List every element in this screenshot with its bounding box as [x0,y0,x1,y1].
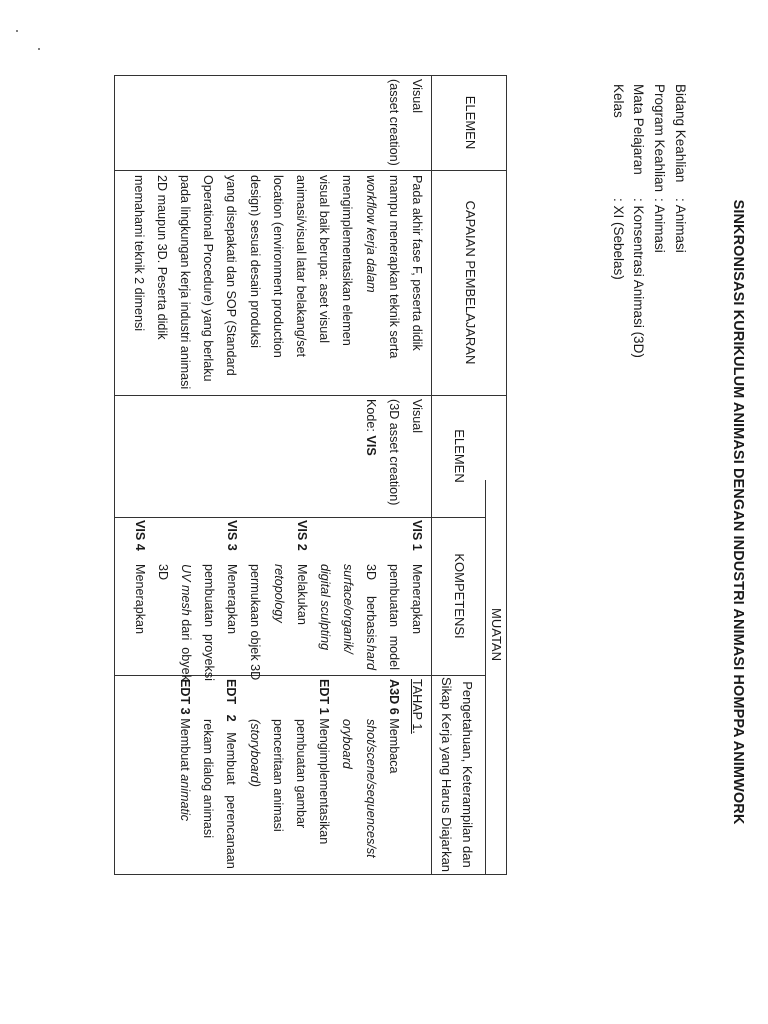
muatan-divider [485,480,486,874]
capaian-line: design) sesuai desain produksi [247,175,262,348]
edt2-line: rekam dialog animasi [201,719,216,838]
col-divider [115,170,507,171]
vis1-text: 3D [364,564,378,581]
edt1-line: penceritaan animasi [270,719,285,832]
info-label: Kelas [611,84,626,118]
vis1-line [359,520,382,674]
muatan-elemen-line: Visual [410,399,424,434]
vis2-line [290,520,313,674]
vis1-line [382,520,405,674]
vis3-text: UV mesh [178,564,193,616]
edt3-text: Membuat [177,714,192,775]
capaian-line: memahami teknik 2 dimensi [131,175,146,332]
header-pengetahuan-line: Sikap Kerja yang Harus Diajarkan [439,676,454,873]
table-border-right [115,874,507,875]
cell-muatan-elemen [358,399,428,505]
vis2-line: permukaan objek 3D [248,564,263,681]
edt3-code: EDT 3 [177,679,192,715]
info-row-bidang [666,84,688,484]
vis1-text: berbasis [364,596,378,644]
cell-capaian [126,175,428,389]
vis3-line: pembuatan proyeksi [202,564,217,681]
header-pengetahuan [436,675,478,874]
info-row-mapel [624,84,646,484]
header-pengetahuan-line: Pengetahuan, Keterampilan dan [460,681,475,868]
info-row-program [645,84,667,484]
info-value: : Konsentrasi Animasi (3D) [631,198,646,358]
header-muatan-elemen: ELEMEN [452,429,467,483]
col-divider [115,395,507,396]
info-label: Bidang Keahlian [673,84,688,183]
capaian-line: Pada akhir fase F, peserta didik [410,175,424,351]
muatan-elemen-line: (3D asset creation) [386,399,401,506]
cell-elemen [382,79,428,166]
scan-speck [16,30,18,32]
info-block [598,84,688,484]
info-label: Program Keahlian [652,84,667,193]
elemen-line: (asset creation) [386,79,401,166]
cell-pengetahuan [173,679,428,871]
info-label: Mata Pelajaran [631,84,646,175]
vis2-line: retopology [271,564,286,623]
capaian-line: 2D maupun 3D. Peserta didik [154,175,169,340]
vis3-text: dari obyek [178,615,193,681]
edt1-text: Mengimplementasikan [317,714,332,845]
info-value: : Animasi [652,198,667,253]
vis1-line: digital sculpting [317,564,332,651]
header-kompetensi: KOMPETENSI [452,553,467,639]
capaian-line: mampu menerapkan teknik serta [386,175,401,359]
vis1-text: model [387,635,401,670]
capaian-line: yang disepakati dan SOP (Standard [224,175,239,376]
vis4-line [128,520,151,674]
vis2-code: VIS 2 [294,520,309,551]
vis1-text: hard [364,644,378,670]
capaian-line: visual baik berupa: aset visual [317,175,332,344]
cell-kompetensi [128,520,428,681]
a3d6-line: shot/scene/sequences/st [363,719,378,858]
info-value: : XI (Sebelas) [611,198,626,280]
edt1-line: pembuatan gambar [293,719,308,829]
vis3-line: 3D [155,564,170,581]
edt1-line [312,679,335,871]
col-divider [115,675,486,676]
capaian-line: Operational Procedure) yang berlaku [201,175,216,382]
header-elemen: ELEMEN [463,95,478,150]
elemen-line: Visual [410,79,424,114]
edt2-text: Membuat perencanaan [224,721,239,869]
capaian-line: location (environment production [270,175,285,358]
scan-speck [38,48,40,50]
a3d6-line: oryboard [340,719,355,769]
vis2-text: Melakukan [294,564,309,625]
capaian-line: pada lingkungan kerja industri animasi [177,175,192,390]
edt3-text-italic: animatic [177,774,192,822]
capaian-line: animasi/visual latar belakang/set [293,175,308,358]
vis4-code: VIS 4 [132,520,147,551]
capaian-line: mengimplementasikan elemen [340,175,355,346]
header-divider [431,75,432,875]
edt2-code: EDT 2 [224,679,239,722]
a3d6-text: Membaca [386,714,401,774]
edt1-code: EDT 1 [317,679,332,715]
kode-label: Kode: [363,399,378,436]
table-border-left [115,75,507,76]
vis1-text: pembuatan [387,564,401,628]
edt1-line: (storyboard) [247,719,262,787]
edt2-line [219,679,242,871]
info-row-kelas [604,84,626,484]
header-capaian: CAPAIAN PEMBELAJARAN [463,200,478,365]
vis1-text: Menerapkan [410,564,424,635]
capaian-line: workflow kerja dalam [363,175,378,293]
tahap-label: TAHAP 1. [410,679,424,734]
vis3-text: Menerapkan [225,564,240,635]
info-value: : Animasi [673,198,688,253]
vis3-line [174,520,197,681]
edt3-line [173,679,196,871]
document-title: SINKRONISASI KURIKULUM ANIMASI DENGAN INDUSTRI ANIMASI HOMPPA ANIMWORK [730,199,746,825]
kode-line [358,399,381,505]
a3d6-code: A3D 6 [386,679,401,715]
vis1-line: surface/organik/ [341,564,355,654]
kode-value: VIS [363,435,378,456]
vis3-code: VIS 3 [225,520,240,551]
header-muatan: MUATAN [489,608,504,661]
table-border-bottom [114,75,115,875]
vis1-line [405,520,428,674]
col-divider [115,517,486,518]
vis3-line [220,520,243,674]
a3d6-line [382,679,405,871]
table-border-top [506,75,507,875]
vis1-code: VIS 1 [410,520,424,551]
vis4-text: Menerapkan [132,564,147,635]
